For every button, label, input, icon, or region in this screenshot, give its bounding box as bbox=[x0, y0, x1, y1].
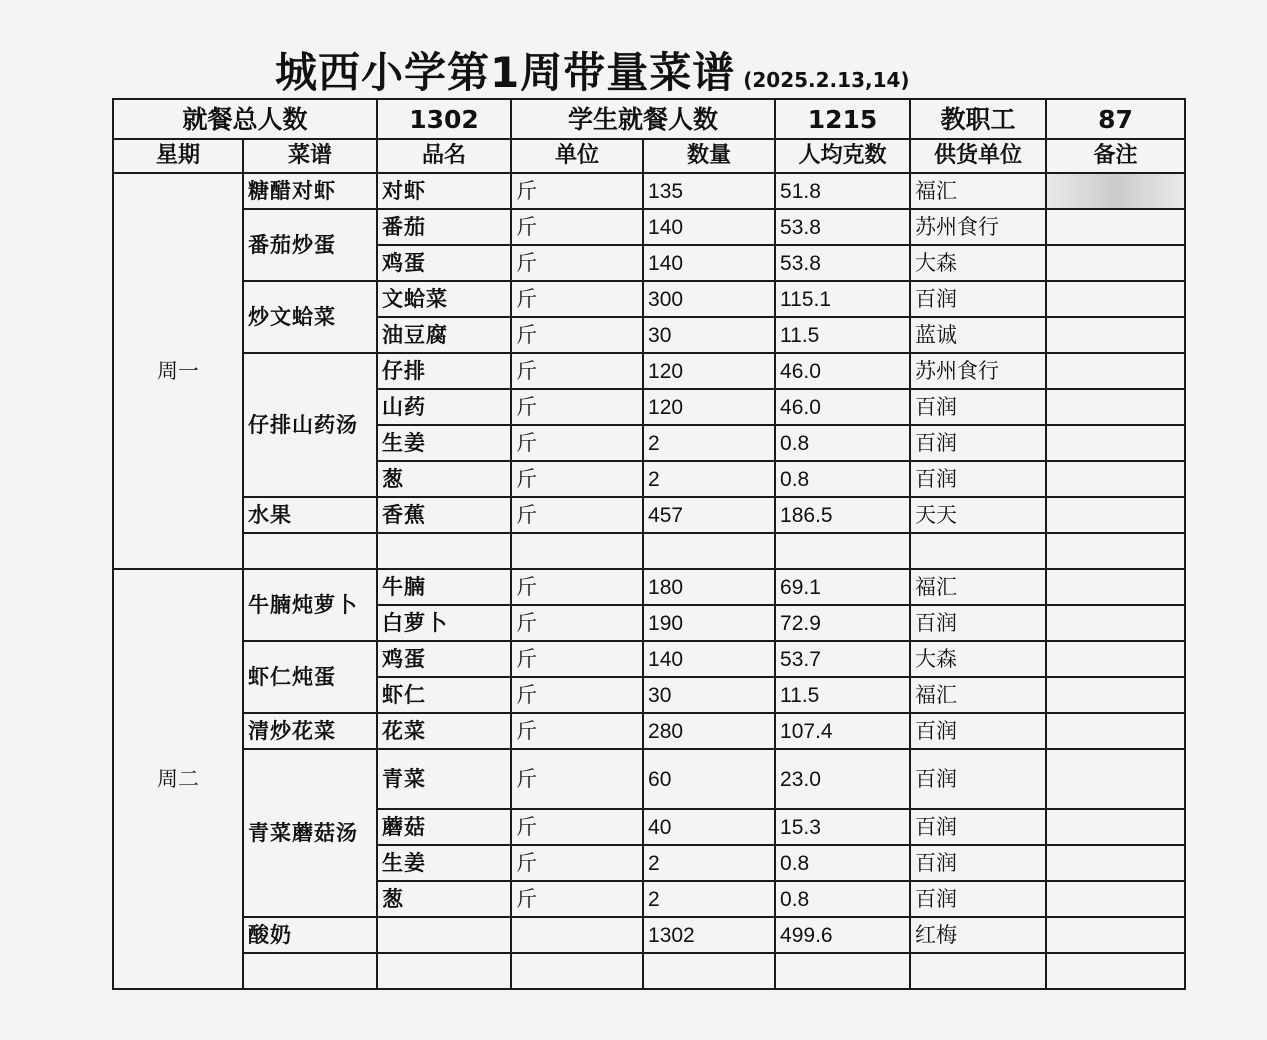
student-diners-label: 学生就餐人数 bbox=[511, 99, 775, 139]
unit-cell: 斤 bbox=[511, 389, 643, 425]
supplier-cell: 百润 bbox=[910, 713, 1046, 749]
header-item: 品名 bbox=[377, 139, 511, 173]
unit-cell: 斤 bbox=[511, 605, 643, 641]
item-cell: 仔排 bbox=[377, 353, 511, 389]
per-capita-cell: 499.6 bbox=[775, 917, 910, 953]
quantity-cell: 2 bbox=[643, 461, 775, 497]
per-capita-cell: 69.1 bbox=[775, 569, 910, 605]
remarks-cell bbox=[1046, 713, 1185, 749]
quantity-cell: 2 bbox=[643, 425, 775, 461]
supplier-cell: 百润 bbox=[910, 281, 1046, 317]
dish-cell: 虾仁炖蛋 bbox=[243, 641, 377, 713]
header-per-capita: 人均克数 bbox=[775, 139, 910, 173]
supplier-cell: 苏州食行 bbox=[910, 209, 1046, 245]
item-cell: 青菜 bbox=[377, 749, 511, 809]
remarks-cell bbox=[1046, 917, 1185, 953]
supplier-cell: 百润 bbox=[910, 389, 1046, 425]
item-cell: 牛腩 bbox=[377, 569, 511, 605]
supplier-cell bbox=[910, 953, 1046, 989]
quantity-cell: 190 bbox=[643, 605, 775, 641]
per-capita-cell: 107.4 bbox=[775, 713, 910, 749]
dish-cell: 仔排山药汤 bbox=[243, 353, 377, 497]
unit-cell: 斤 bbox=[511, 881, 643, 917]
supplier-cell: 天天 bbox=[910, 497, 1046, 533]
quantity-cell: 280 bbox=[643, 713, 775, 749]
item-cell: 花菜 bbox=[377, 713, 511, 749]
unit-cell: 斤 bbox=[511, 641, 643, 677]
column-header-row bbox=[113, 139, 1185, 173]
unit-cell: 斤 bbox=[511, 713, 643, 749]
unit-cell bbox=[511, 917, 643, 953]
day-cell: 周一 bbox=[113, 173, 243, 569]
table-row bbox=[113, 641, 1185, 677]
dish-cell: 炒文蛤菜 bbox=[243, 281, 377, 353]
item-cell: 鸡蛋 bbox=[377, 245, 511, 281]
menu-table bbox=[112, 98, 1186, 990]
supplier-cell: 百润 bbox=[910, 605, 1046, 641]
unit-cell: 斤 bbox=[511, 749, 643, 809]
table-row bbox=[113, 749, 1185, 809]
unit-cell: 斤 bbox=[511, 173, 643, 209]
unit-cell: 斤 bbox=[511, 209, 643, 245]
quantity-cell: 1302 bbox=[643, 917, 775, 953]
supplier-cell: 百润 bbox=[910, 881, 1046, 917]
item-cell: 葱 bbox=[377, 461, 511, 497]
supplier-cell: 福汇 bbox=[910, 677, 1046, 713]
staff-value: 87 bbox=[1046, 99, 1185, 139]
table-row bbox=[113, 173, 1185, 209]
remarks-cell bbox=[1046, 809, 1185, 845]
remarks-cell bbox=[1046, 845, 1185, 881]
item-cell: 山药 bbox=[377, 389, 511, 425]
per-capita-cell bbox=[775, 953, 910, 989]
quantity-cell: 40 bbox=[643, 809, 775, 845]
remarks-cell bbox=[1046, 353, 1185, 389]
title-text: 城西小学第1周带量菜谱 bbox=[275, 48, 736, 97]
remarks-cell bbox=[1046, 389, 1185, 425]
item-cell: 虾仁 bbox=[377, 677, 511, 713]
quantity-cell: 120 bbox=[643, 389, 775, 425]
quantity-cell: 60 bbox=[643, 749, 775, 809]
quantity-cell: 2 bbox=[643, 845, 775, 881]
table-row bbox=[113, 497, 1185, 533]
dish-cell: 酸奶 bbox=[243, 917, 377, 953]
remarks-cell bbox=[1046, 461, 1185, 497]
item-cell: 白萝卜 bbox=[377, 605, 511, 641]
header-supplier: 供货单位 bbox=[910, 139, 1046, 173]
quantity-cell: 180 bbox=[643, 569, 775, 605]
quantity-cell: 140 bbox=[643, 245, 775, 281]
total-diners-value: 1302 bbox=[377, 99, 511, 139]
day-cell: 周二 bbox=[113, 569, 243, 989]
remarks-cell bbox=[1046, 533, 1185, 569]
table-row bbox=[113, 917, 1185, 953]
item-cell bbox=[377, 533, 511, 569]
dish-cell: 番茄炒蛋 bbox=[243, 209, 377, 281]
quantity-cell: 300 bbox=[643, 281, 775, 317]
per-capita-cell: 0.8 bbox=[775, 461, 910, 497]
header-unit: 单位 bbox=[511, 139, 643, 173]
per-capita-cell: 46.0 bbox=[775, 389, 910, 425]
per-capita-cell: 53.8 bbox=[775, 245, 910, 281]
header-day: 星期 bbox=[113, 139, 243, 173]
quantity-cell: 457 bbox=[643, 497, 775, 533]
per-capita-cell: 186.5 bbox=[775, 497, 910, 533]
remarks-cell bbox=[1046, 317, 1185, 353]
supplier-cell: 百润 bbox=[910, 461, 1046, 497]
unit-cell: 斤 bbox=[511, 569, 643, 605]
per-capita-cell: 72.9 bbox=[775, 605, 910, 641]
per-capita-cell: 15.3 bbox=[775, 809, 910, 845]
item-cell: 番茄 bbox=[377, 209, 511, 245]
per-capita-cell: 0.8 bbox=[775, 845, 910, 881]
dish-cell: 糖醋对虾 bbox=[243, 173, 377, 209]
supplier-cell: 百润 bbox=[910, 749, 1046, 809]
supplier-cell: 苏州食行 bbox=[910, 353, 1046, 389]
unit-cell: 斤 bbox=[511, 497, 643, 533]
remarks-cell bbox=[1046, 425, 1185, 461]
table-row bbox=[113, 209, 1185, 245]
unit-cell bbox=[511, 953, 643, 989]
header-remarks: 备注 bbox=[1046, 139, 1185, 173]
quantity-cell: 140 bbox=[643, 641, 775, 677]
item-cell: 文蛤菜 bbox=[377, 281, 511, 317]
table-row bbox=[113, 713, 1185, 749]
supplier-cell: 百润 bbox=[910, 845, 1046, 881]
document-title bbox=[275, 40, 910, 100]
item-cell: 鸡蛋 bbox=[377, 641, 511, 677]
item-cell: 对虾 bbox=[377, 173, 511, 209]
dish-cell bbox=[243, 953, 377, 989]
supplier-cell: 红梅 bbox=[910, 917, 1046, 953]
quantity-cell: 30 bbox=[643, 317, 775, 353]
remarks-cell bbox=[1046, 605, 1185, 641]
table-row bbox=[113, 953, 1185, 989]
item-cell: 生姜 bbox=[377, 845, 511, 881]
per-capita-cell: 53.8 bbox=[775, 209, 910, 245]
remarks-cell bbox=[1046, 749, 1185, 809]
per-capita-cell: 53.7 bbox=[775, 641, 910, 677]
dish-cell: 青菜蘑菇汤 bbox=[243, 749, 377, 917]
supplier-cell: 蓝诚 bbox=[910, 317, 1046, 353]
quantity-cell: 2 bbox=[643, 881, 775, 917]
unit-cell: 斤 bbox=[511, 677, 643, 713]
unit-cell: 斤 bbox=[511, 317, 643, 353]
table-row bbox=[113, 353, 1185, 389]
remarks-cell bbox=[1046, 677, 1185, 713]
per-capita-cell: 0.8 bbox=[775, 881, 910, 917]
quantity-cell: 120 bbox=[643, 353, 775, 389]
dish-cell: 牛腩炖萝卜 bbox=[243, 569, 377, 641]
student-diners-value: 1215 bbox=[775, 99, 910, 139]
unit-cell: 斤 bbox=[511, 245, 643, 281]
header-quantity: 数量 bbox=[643, 139, 775, 173]
table-row bbox=[113, 281, 1185, 317]
remarks-cell bbox=[1046, 173, 1185, 209]
quantity-cell bbox=[643, 953, 775, 989]
staff-label: 教职工 bbox=[910, 99, 1046, 139]
quantity-cell: 135 bbox=[643, 173, 775, 209]
per-capita-cell: 46.0 bbox=[775, 353, 910, 389]
supplier-cell: 大森 bbox=[910, 641, 1046, 677]
remarks-cell bbox=[1046, 641, 1185, 677]
per-capita-cell: 51.8 bbox=[775, 173, 910, 209]
unit-cell: 斤 bbox=[511, 281, 643, 317]
remarks-cell bbox=[1046, 281, 1185, 317]
item-cell: 葱 bbox=[377, 881, 511, 917]
quantity-cell: 30 bbox=[643, 677, 775, 713]
item-cell: 香蕉 bbox=[377, 497, 511, 533]
item-cell bbox=[377, 917, 511, 953]
supplier-cell: 百润 bbox=[910, 425, 1046, 461]
header-dish: 菜谱 bbox=[243, 139, 377, 173]
dish-cell: 清炒花菜 bbox=[243, 713, 377, 749]
remarks-cell bbox=[1046, 209, 1185, 245]
unit-cell: 斤 bbox=[511, 809, 643, 845]
summary-row bbox=[113, 99, 1185, 139]
remarks-cell bbox=[1046, 245, 1185, 281]
dish-cell: 水果 bbox=[243, 497, 377, 533]
unit-cell: 斤 bbox=[511, 845, 643, 881]
remarks-cell bbox=[1046, 569, 1185, 605]
quantity-cell: 140 bbox=[643, 209, 775, 245]
dish-cell bbox=[243, 533, 377, 569]
item-cell: 生姜 bbox=[377, 425, 511, 461]
remarks-cell bbox=[1046, 497, 1185, 533]
unit-cell: 斤 bbox=[511, 425, 643, 461]
supplier-cell: 福汇 bbox=[910, 569, 1046, 605]
per-capita-cell bbox=[775, 533, 910, 569]
total-diners-label: 就餐总人数 bbox=[113, 99, 377, 139]
per-capita-cell: 11.5 bbox=[775, 677, 910, 713]
quantity-cell bbox=[643, 533, 775, 569]
per-capita-cell: 0.8 bbox=[775, 425, 910, 461]
unit-cell: 斤 bbox=[511, 353, 643, 389]
supplier-cell bbox=[910, 533, 1046, 569]
table-row bbox=[113, 533, 1185, 569]
table-row bbox=[113, 569, 1185, 605]
unit-cell: 斤 bbox=[511, 461, 643, 497]
remarks-cell bbox=[1046, 881, 1185, 917]
per-capita-cell: 23.0 bbox=[775, 749, 910, 809]
supplier-cell: 大森 bbox=[910, 245, 1046, 281]
title-date: (2025.2.13,14) bbox=[743, 68, 910, 92]
remarks-cell bbox=[1046, 953, 1185, 989]
item-cell: 蘑菇 bbox=[377, 809, 511, 845]
supplier-cell: 百润 bbox=[910, 809, 1046, 845]
per-capita-cell: 11.5 bbox=[775, 317, 910, 353]
supplier-cell: 福汇 bbox=[910, 173, 1046, 209]
item-cell: 油豆腐 bbox=[377, 317, 511, 353]
unit-cell bbox=[511, 533, 643, 569]
per-capita-cell: 115.1 bbox=[775, 281, 910, 317]
item-cell bbox=[377, 953, 511, 989]
